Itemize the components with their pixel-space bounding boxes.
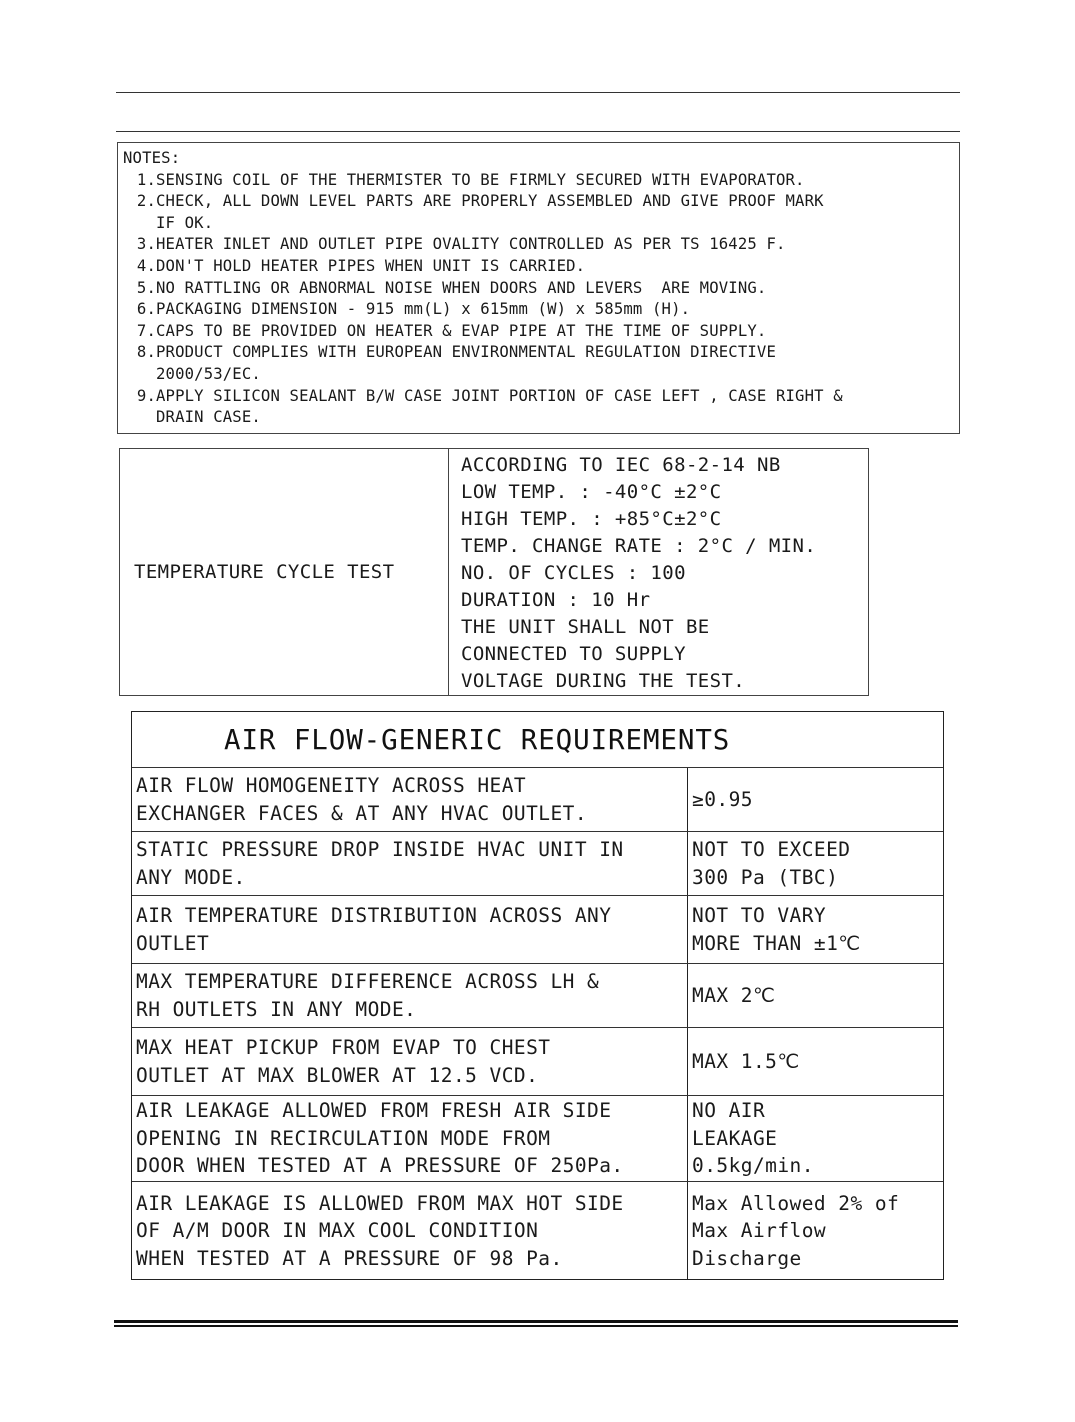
temperature-test-line: HIGH TEMP. : +85°C±2°C	[461, 508, 722, 530]
value-text: MAX 1.5℃	[692, 1049, 800, 1073]
value-text: 300 Pa (TBC)	[692, 865, 839, 889]
note-text: PRODUCT COMPLIES WITH EUROPEAN ENVIRONMENTAL REGULATION DIRECTIVE	[156, 343, 776, 362]
requirement-text: OF A/M DOOR IN MAX COOL CONDITION	[136, 1219, 539, 1243]
note-number	[123, 213, 156, 235]
note-number	[123, 364, 156, 386]
note-line	[123, 213, 953, 235]
value-text: 0.5kg/min.	[692, 1154, 814, 1178]
value-cell	[688, 896, 943, 963]
note-number: 6.	[136, 300, 156, 319]
header-rule-top	[116, 92, 960, 93]
requirement-text: OUTLET AT MAX BLOWER AT 12.5 VCD.	[136, 1063, 539, 1087]
note-line	[123, 386, 953, 408]
note-text: PACKAGING DIMENSION - 915 mm(L) x 615mm (W) x 585mm (H).	[156, 300, 691, 319]
note-line	[123, 191, 953, 213]
value-cell	[688, 1182, 943, 1280]
note-text: APPLY SILICON SEALANT B/W CASE JOINT PORTION OF CASE LEFT , CASE RIGHT &	[156, 386, 843, 405]
note-line	[123, 256, 953, 278]
value-cell	[688, 1096, 943, 1181]
requirement-text: AIR LEAKAGE IS ALLOWED FROM MAX HOT SIDE	[136, 1191, 624, 1215]
requirement-cell	[132, 1028, 688, 1095]
air-flow-rows	[132, 768, 943, 1280]
note-number: 3.	[136, 235, 156, 254]
note-number: 1.	[136, 170, 156, 189]
air-flow-row	[132, 832, 943, 896]
requirement-cell	[132, 832, 688, 895]
note-line	[123, 170, 953, 192]
value-text: ≥0.95	[692, 787, 753, 811]
note-text: CAPS TO BE PROVIDED ON HEATER & EVAP PIPE AT THE TIME OF SUPPLY.	[156, 321, 767, 340]
note-text: DRAIN CASE.	[156, 408, 261, 427]
note-number: 2.	[136, 192, 156, 211]
note-number: 5.	[136, 278, 156, 297]
value-cell	[688, 832, 943, 895]
requirement-text: OUTLET	[136, 931, 210, 955]
notes-list	[123, 170, 953, 429]
temperature-test-line: LOW TEMP. : -40°C ±2°C	[461, 481, 722, 503]
requirement-cell	[132, 1182, 688, 1280]
requirement-text: DOOR WHEN TESTED AT A PRESSURE OF 250Pa.	[136, 1154, 624, 1178]
header-rule-second	[116, 131, 960, 132]
air-flow-row	[132, 1096, 943, 1182]
value-cell	[688, 964, 943, 1027]
requirement-text: OPENING IN RECIRCULATION MODE FROM	[136, 1126, 551, 1150]
requirement-text: AIR TEMPERATURE DISTRIBUTION ACROSS ANY	[136, 904, 612, 927]
requirement-cell	[132, 896, 688, 963]
value-text: NOT TO VARY	[692, 904, 827, 927]
note-line	[123, 342, 953, 364]
air-flow-row	[132, 1182, 943, 1280]
note-number	[123, 407, 156, 429]
requirement-text: RH OUTLETS IN ANY MODE.	[136, 997, 417, 1021]
requirement-cell	[132, 1096, 688, 1181]
value-text: Max Airflow	[692, 1219, 827, 1243]
value-text: MAX 2℃	[692, 983, 776, 1007]
note-text: CHECK, ALL DOWN LEVEL PARTS ARE PROPERLY ASSEMBLED AND GIVE PROOF MARK	[156, 192, 824, 211]
note-line	[123, 407, 953, 429]
temperature-test-line: VOLTAGE DURING THE TEST.	[461, 670, 746, 692]
air-flow-row	[132, 896, 943, 964]
requirement-text: AIR FLOW HOMOGENEITY ACROSS HEAT	[136, 774, 527, 797]
temperature-test-line: THE UNIT SHALL NOT BE	[461, 616, 710, 638]
note-line	[123, 299, 953, 321]
requirement-text: ANY MODE.	[136, 865, 246, 889]
air-flow-row	[132, 964, 943, 1028]
value-text: NOT TO EXCEED	[692, 838, 851, 861]
notes-title: NOTES:	[123, 149, 181, 167]
temperature-test-label: TEMPERATURE CYCLE TEST	[120, 449, 449, 695]
air-flow-title: AIR FLOW-GENERIC REQUIREMENTS	[132, 712, 943, 768]
requirement-text: AIR LEAKAGE ALLOWED FROM FRESH AIR SIDE	[136, 1099, 612, 1123]
temperature-test-line: DURATION : 10 Hr	[461, 589, 651, 611]
note-text: 2000/53/EC.	[156, 364, 261, 383]
note-line	[123, 364, 953, 386]
value-text: LEAKAGE	[692, 1126, 778, 1150]
note-number: 8.	[136, 343, 156, 362]
air-flow-row	[132, 768, 943, 832]
value-text: NO AIR	[692, 1099, 766, 1123]
temperature-test-line: NO. OF CYCLES : 100	[461, 562, 686, 584]
note-text: DON'T HOLD HEATER PIPES WHEN UNIT IS CARRIED.	[156, 256, 586, 275]
temperature-test-details	[449, 449, 868, 695]
footer-rule-thick	[114, 1320, 958, 1323]
note-line	[123, 321, 953, 343]
note-number: 4.	[136, 256, 156, 275]
air-flow-row	[132, 1028, 943, 1096]
note-line	[123, 278, 953, 300]
air-flow-requirements-table	[131, 711, 944, 1280]
temperature-test-line: ACCORDING TO IEC 68-2-14 NB	[461, 454, 781, 476]
temperature-test-line: CONNECTED TO SUPPLY	[461, 643, 686, 665]
note-text: SENSING COIL OF THE THERMISTER TO BE FIRMLY SECURED WITH EVAPORATOR.	[156, 170, 805, 189]
note-text: NO RATTLING OR ABNORMAL NOISE WHEN DOORS AND LEVERS ARE MOVING.	[156, 278, 767, 297]
notes-box	[117, 142, 960, 434]
value-text: Discharge	[692, 1246, 802, 1270]
note-text: HEATER INLET AND OUTLET PIPE OVALITY CONTROLLED AS PER TS 16425 F.	[156, 235, 786, 254]
value-text: Max Allowed 2% of	[692, 1191, 900, 1215]
requirement-text: EXCHANGER FACES & AT ANY HVAC OUTLET.	[136, 801, 588, 825]
note-line	[123, 234, 953, 256]
temperature-cycle-test-table	[119, 448, 869, 696]
requirement-text: MAX HEAT PICKUP FROM EVAP TO CHEST	[136, 1036, 551, 1059]
note-number: 7.	[136, 321, 156, 340]
value-cell	[688, 768, 943, 831]
note-number: 9.	[136, 386, 156, 405]
requirement-cell	[132, 964, 688, 1027]
requirement-text: MAX TEMPERATURE DIFFERENCE ACROSS LH &	[136, 970, 600, 993]
requirement-text: WHEN TESTED AT A PRESSURE OF 98 Pa.	[136, 1246, 563, 1270]
footer-rule-thin	[114, 1325, 958, 1327]
requirement-text: STATIC PRESSURE DROP INSIDE HVAC UNIT IN	[136, 838, 624, 861]
value-text: MORE THAN ±1℃	[692, 931, 861, 955]
note-text: IF OK.	[156, 213, 214, 232]
value-cell	[688, 1028, 943, 1095]
requirement-cell	[132, 768, 688, 831]
temperature-test-line: TEMP. CHANGE RATE : 2°C / MIN.	[461, 535, 817, 557]
